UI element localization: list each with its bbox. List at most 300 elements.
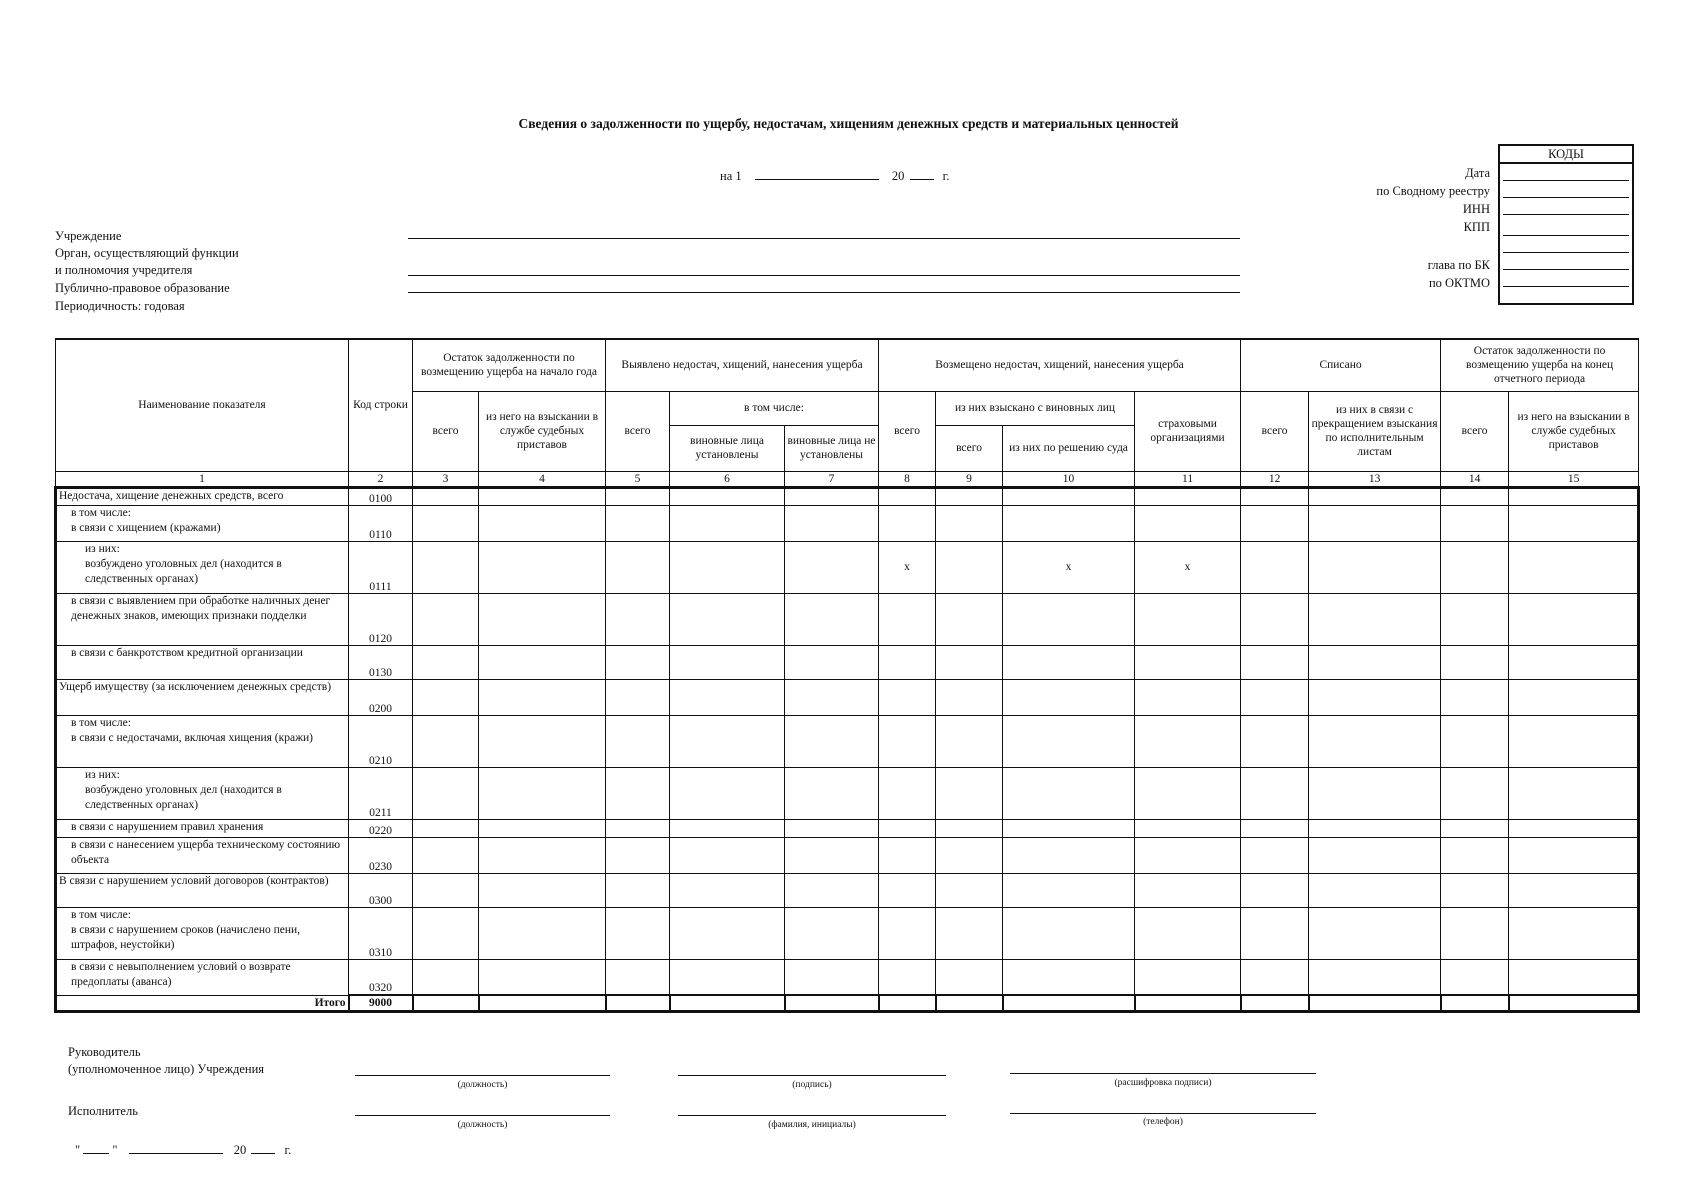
column-number: 8 (879, 471, 936, 487)
total-cell-col-9[interactable] (936, 995, 1003, 1011)
value-cell-col-6[interactable] (670, 487, 785, 505)
row-code: 0210 (349, 715, 413, 767)
value-cell-col-6[interactable] (670, 873, 785, 907)
total-cell-col-6[interactable] (670, 995, 785, 1011)
date-year-field[interactable] (910, 167, 934, 180)
row-code: 0220 (349, 819, 413, 837)
column-number: 7 (785, 471, 879, 487)
value-cell-col-15[interactable] (1509, 541, 1639, 593)
value-cell-col-11[interactable] (1135, 487, 1241, 505)
column-number: 13 (1309, 471, 1441, 487)
value-cell-col-9[interactable] (936, 593, 1003, 645)
public-entity-label: Публично-правовое образование (55, 281, 230, 295)
value-cell-col-3[interactable] (413, 645, 479, 679)
row-name: в том числе: в связи с недостачами, включая хищения (кражи) (56, 715, 349, 767)
col-7-header: виновные лица не установлены (785, 425, 879, 471)
row-name: в связи с невыполнением условий о возврате предоплаты (аванса) (56, 959, 349, 995)
total-cell-col-15[interactable] (1509, 995, 1639, 1011)
value-cell-col-4[interactable] (479, 959, 606, 995)
value-cell-col-8[interactable] (879, 819, 936, 837)
value-cell-col-12[interactable] (1241, 505, 1309, 541)
row-name: Недостача, хищение денежных средств, всего (56, 487, 349, 505)
col-name-header: Наименование показателя (56, 339, 349, 471)
value-cell-col-8[interactable] (879, 645, 936, 679)
value-cell-col-15[interactable] (1509, 593, 1639, 645)
value-cell-col-12[interactable] (1241, 645, 1309, 679)
value-cell-col-10[interactable] (1003, 873, 1135, 907)
value-cell-col-15[interactable] (1509, 679, 1639, 715)
code-extra-cell[interactable] (1503, 287, 1629, 303)
col-balance-start-header: Остаток задолженности по возмещению ущерба на начало года (413, 339, 606, 391)
col-14-header: всего (1441, 391, 1509, 471)
col-including-header: в том числе: (670, 391, 879, 425)
value-cell-col-9[interactable] (936, 837, 1003, 873)
value-cell-col-7[interactable] (785, 959, 879, 995)
row-code: 0310 (349, 907, 413, 959)
value-cell-col-11[interactable] (1135, 593, 1241, 645)
value-cell-col-12[interactable] (1241, 837, 1309, 873)
total-cell-col-13[interactable] (1309, 995, 1441, 1011)
value-cell-col-3[interactable] (413, 505, 479, 541)
value-cell-col-6[interactable] (670, 505, 785, 541)
total-cell-col-14[interactable] (1441, 995, 1509, 1011)
organ-field[interactable] (408, 275, 1240, 276)
value-cell-col-12[interactable] (1241, 679, 1309, 715)
value-cell-col-14[interactable] (1441, 873, 1509, 907)
cap-position: (должность) (457, 1080, 508, 1090)
value-cell-col-5[interactable] (606, 767, 670, 819)
value-cell-col-9[interactable] (936, 959, 1003, 995)
value-cell-col-6[interactable] (670, 837, 785, 873)
value-cell-col-3[interactable] (413, 487, 479, 505)
table-row (56, 907, 1639, 959)
codes-label-inn: ИНН (1462, 202, 1490, 216)
table-row (56, 959, 1639, 995)
executor-position-field[interactable] (355, 1115, 610, 1116)
value-cell-col-12[interactable] (1241, 873, 1309, 907)
value-cell-col-14[interactable] (1441, 767, 1509, 819)
code-inn-cell[interactable] (1503, 198, 1629, 215)
col-11-header: страховыми организациями (1135, 391, 1241, 471)
col-3-header: всего (413, 391, 479, 471)
column-number: 1 (56, 471, 349, 487)
value-cell-col-7[interactable] (785, 645, 879, 679)
value-cell-col-11[interactable] (1135, 767, 1241, 819)
value-cell-col-14[interactable] (1441, 645, 1509, 679)
value-cell-col-4[interactable] (479, 645, 606, 679)
head-label-2: (уполномоченное лицо) Учреждения (68, 1062, 265, 1076)
value-cell-col-10[interactable] (1003, 505, 1135, 541)
column-number: 9 (936, 471, 1003, 487)
value-cell-col-9[interactable] (936, 873, 1003, 907)
value-cell-col-8[interactable] (879, 487, 936, 505)
col-9-header: всего (936, 425, 1003, 471)
code-oktmo-cell[interactable] (1503, 270, 1629, 287)
executor-name-field[interactable] (678, 1115, 946, 1116)
value-cell-col-4[interactable] (479, 679, 606, 715)
row-name: в том числе: в связи с хищением (кражами) (56, 505, 349, 541)
codes-label-kpp: КПП (1463, 220, 1490, 234)
value-cell-col-10: х (1003, 541, 1135, 593)
value-cell-col-14[interactable] (1441, 487, 1509, 505)
value-cell-col-12[interactable] (1241, 487, 1309, 505)
value-cell-col-12[interactable] (1241, 907, 1309, 959)
value-cell-col-7[interactable] (785, 593, 879, 645)
page-title: Сведения о задолженности по ущербу, недостачам, хищениям денежных средств и материальных ценностей (518, 116, 1179, 131)
value-cell-col-10[interactable] (1003, 645, 1135, 679)
code-date-cell[interactable] (1503, 164, 1629, 181)
col-8-header: всего (879, 391, 936, 471)
value-cell-col-13[interactable] (1309, 487, 1441, 505)
value-cell-col-7[interactable] (785, 767, 879, 819)
value-cell-col-6[interactable] (670, 767, 785, 819)
value-cell-col-8[interactable] (879, 715, 936, 767)
value-cell-col-6[interactable] (670, 907, 785, 959)
value-cell-col-7[interactable] (785, 873, 879, 907)
value-cell-col-11[interactable] (1135, 959, 1241, 995)
value-cell-col-9[interactable] (936, 487, 1003, 505)
value-cell-col-11[interactable] (1135, 873, 1241, 907)
value-cell-col-6[interactable] (670, 593, 785, 645)
col-from-culprits-header: из них взыскано с виновных лиц (936, 391, 1135, 425)
table-row (56, 593, 1639, 645)
sign-month-field[interactable] (129, 1141, 223, 1154)
value-cell-col-8[interactable] (879, 873, 936, 907)
row-name: в связи с банкротством кредитной организации (56, 645, 349, 679)
value-cell-col-12[interactable] (1241, 541, 1309, 593)
periodicity-label: Периодичность: годовая (55, 299, 185, 313)
value-cell-col-3[interactable] (413, 837, 479, 873)
row-name: из них: возбуждено уголовных дел (находится в следственных органах) (56, 767, 349, 819)
value-cell-col-13[interactable] (1309, 873, 1441, 907)
value-cell-col-4[interactable] (479, 487, 606, 505)
value-cell-col-10[interactable] (1003, 593, 1135, 645)
value-cell-col-9[interactable] (936, 679, 1003, 715)
row-code: 0100 (349, 487, 413, 505)
value-cell-col-12[interactable] (1241, 959, 1309, 995)
value-cell-col-13[interactable] (1309, 505, 1441, 541)
column-number: 11 (1135, 471, 1241, 487)
value-cell-col-3[interactable] (413, 593, 479, 645)
column-number: 3 (413, 471, 479, 487)
codes-header: КОДЫ (1500, 146, 1632, 164)
value-cell-col-13[interactable] (1309, 837, 1441, 873)
value-cell-col-3[interactable] (413, 959, 479, 995)
total-cell-col-4[interactable] (479, 995, 606, 1011)
value-cell-col-8[interactable] (879, 767, 936, 819)
column-number: 6 (670, 471, 785, 487)
value-cell-col-4[interactable] (479, 767, 606, 819)
value-cell-col-6[interactable] (670, 819, 785, 837)
value-cell-col-5[interactable] (606, 505, 670, 541)
value-cell-col-6[interactable] (670, 715, 785, 767)
col-written-off-header: Списано (1241, 339, 1441, 391)
value-cell-col-10[interactable] (1003, 767, 1135, 819)
value-cell-col-9[interactable] (936, 505, 1003, 541)
value-cell-col-6[interactable] (670, 679, 785, 715)
value-cell-col-15[interactable] (1509, 645, 1639, 679)
value-cell-col-8[interactable] (879, 907, 936, 959)
value-cell-col-5[interactable] (606, 541, 670, 593)
value-cell-col-10[interactable] (1003, 487, 1135, 505)
cap-position-2: (должность) (457, 1120, 508, 1130)
value-cell-col-15[interactable] (1509, 837, 1639, 873)
value-cell-col-4[interactable] (479, 819, 606, 837)
row-name: в связи с выявлением при обработке наличных денег денежных знаков, имеющих признаки подделки (56, 593, 349, 645)
value-cell-col-15[interactable] (1509, 819, 1639, 837)
total-cell-col-10[interactable] (1003, 995, 1135, 1011)
institution-field[interactable] (408, 238, 1240, 239)
value-cell-col-6[interactable] (670, 959, 785, 995)
value-cell-col-14[interactable] (1441, 541, 1509, 593)
value-cell-col-8: х (879, 541, 936, 593)
value-cell-col-14[interactable] (1441, 715, 1509, 767)
value-cell-col-6[interactable] (670, 541, 785, 593)
value-cell-col-15[interactable] (1509, 907, 1639, 959)
organ-label-2: и полномочия учредителя (55, 263, 193, 277)
value-cell-col-10[interactable] (1003, 819, 1135, 837)
value-cell-col-6[interactable] (670, 645, 785, 679)
value-cell-col-5[interactable] (606, 819, 670, 837)
head-signature-field[interactable] (678, 1075, 946, 1076)
value-cell-col-3[interactable] (413, 767, 479, 819)
table-row (56, 505, 1639, 541)
value-cell-col-11[interactable] (1135, 645, 1241, 679)
value-cell-col-3[interactable] (413, 541, 479, 593)
total-cell-col-8[interactable] (879, 995, 936, 1011)
value-cell-col-10[interactable] (1003, 679, 1135, 715)
value-cell-col-10[interactable] (1003, 715, 1135, 767)
table-row (56, 679, 1639, 715)
value-cell-col-12[interactable] (1241, 715, 1309, 767)
row-code: 0111 (349, 541, 413, 593)
value-cell-col-5[interactable] (606, 487, 670, 505)
value-cell-col-7[interactable] (785, 487, 879, 505)
value-cell-col-9[interactable] (936, 715, 1003, 767)
value-cell-col-7[interactable] (785, 907, 879, 959)
column-number: 5 (606, 471, 670, 487)
value-cell-col-4[interactable] (479, 837, 606, 873)
row-name: Ущерб имуществу (за исключением денежных средств) (56, 679, 349, 715)
value-cell-col-9[interactable] (936, 541, 1003, 593)
value-cell-col-7[interactable] (785, 715, 879, 767)
value-cell-col-8[interactable] (879, 959, 936, 995)
value-cell-col-11: х (1135, 541, 1241, 593)
value-cell-col-4[interactable] (479, 541, 606, 593)
total-label: Итого (56, 995, 349, 1011)
col-13-header: из них в связи с прекращением взыскания по исполнительным листам (1309, 391, 1441, 471)
value-cell-col-15[interactable] (1509, 715, 1639, 767)
value-cell-col-5[interactable] (606, 959, 670, 995)
value-cell-col-4[interactable] (479, 907, 606, 959)
value-cell-col-5[interactable] (606, 873, 670, 907)
col-revealed-header: Выявлено недостач, хищений, нанесения ущерба (606, 339, 879, 391)
row-code: 0211 (349, 767, 413, 819)
value-cell-col-5[interactable] (606, 715, 670, 767)
total-cell-col-7[interactable] (785, 995, 879, 1011)
value-cell-col-13[interactable] (1309, 767, 1441, 819)
table-row (56, 487, 1639, 505)
public-entity-field[interactable] (408, 292, 1240, 293)
quote-close: " (112, 1143, 118, 1157)
value-cell-col-4[interactable] (479, 593, 606, 645)
column-number: 12 (1241, 471, 1309, 487)
value-cell-col-14[interactable] (1441, 505, 1509, 541)
debt-table (54, 338, 1640, 1013)
value-cell-col-8[interactable] (879, 837, 936, 873)
codes-label-date: Дата (1465, 166, 1490, 180)
total-row (56, 995, 1639, 1011)
value-cell-col-15[interactable] (1509, 487, 1639, 505)
row-name: в связи с нанесением ущерба техническому состоянию объекта (56, 837, 349, 873)
col-code-header: Код строки (349, 339, 413, 471)
cap-phone: (телефон) (1143, 1117, 1183, 1127)
value-cell-col-13[interactable] (1309, 715, 1441, 767)
table-row (56, 819, 1639, 837)
row-code: 0230 (349, 837, 413, 873)
value-cell-col-13[interactable] (1309, 541, 1441, 593)
code-bk-cell[interactable] (1503, 253, 1629, 270)
value-cell-col-12[interactable] (1241, 767, 1309, 819)
sign-date-suffix: г. (284, 1143, 292, 1157)
value-cell-col-9[interactable] (936, 645, 1003, 679)
value-cell-col-8[interactable] (879, 505, 936, 541)
value-cell-col-5[interactable] (606, 907, 670, 959)
value-cell-col-14[interactable] (1441, 679, 1509, 715)
table-row (56, 873, 1639, 907)
sign-year-field[interactable] (251, 1141, 275, 1154)
value-cell-col-9[interactable] (936, 907, 1003, 959)
sign-year-prefix: 20 (233, 1143, 247, 1157)
value-cell-col-15[interactable] (1509, 767, 1639, 819)
col-balance-end-header: Остаток задолженности по возмещению ущерба на конец отчетного периода (1441, 339, 1639, 391)
value-cell-col-9[interactable] (936, 767, 1003, 819)
code-registry-cell[interactable] (1503, 181, 1629, 198)
value-cell-col-13[interactable] (1309, 645, 1441, 679)
value-cell-col-5[interactable] (606, 837, 670, 873)
value-cell-col-3[interactable] (413, 679, 479, 715)
total-cell-col-12[interactable] (1241, 995, 1309, 1011)
code-empty-cell[interactable] (1503, 236, 1629, 253)
value-cell-col-11[interactable] (1135, 505, 1241, 541)
sign-day-field[interactable] (83, 1141, 109, 1154)
row-code: 0130 (349, 645, 413, 679)
col-6-header: виновные лица установлены (670, 425, 785, 471)
sign-date-line (75, 1141, 291, 1158)
value-cell-col-7[interactable] (785, 819, 879, 837)
value-cell-col-14[interactable] (1441, 959, 1509, 995)
codes-labels (1300, 144, 1490, 314)
date-day-month-field[interactable] (755, 167, 879, 180)
table-row (56, 715, 1639, 767)
value-cell-col-11[interactable] (1135, 907, 1241, 959)
total-code: 9000 (349, 995, 413, 1011)
head-decoding-field[interactable] (1010, 1073, 1316, 1074)
value-cell-col-7[interactable] (785, 837, 879, 873)
value-cell-col-3[interactable] (413, 907, 479, 959)
row-name: в связи с нарушением правил хранения (56, 819, 349, 837)
total-cell-col-11[interactable] (1135, 995, 1241, 1011)
organ-label-1: Орган, осуществляющий функции (55, 246, 239, 260)
value-cell-col-14[interactable] (1441, 837, 1509, 873)
value-cell-col-10[interactable] (1003, 907, 1135, 959)
value-cell-col-13[interactable] (1309, 819, 1441, 837)
code-kpp-cell[interactable] (1503, 215, 1629, 236)
codes-label-registry: по Сводному реестру (1376, 184, 1490, 198)
value-cell-col-15[interactable] (1509, 505, 1639, 541)
value-cell-col-4[interactable] (479, 873, 606, 907)
value-cell-col-5[interactable] (606, 679, 670, 715)
value-cell-col-14[interactable] (1441, 907, 1509, 959)
table-row (56, 541, 1639, 593)
total-cell-col-5[interactable] (606, 995, 670, 1011)
executor-phone-field[interactable] (1010, 1113, 1316, 1114)
value-cell-col-3[interactable] (413, 873, 479, 907)
value-cell-col-15[interactable] (1509, 873, 1639, 907)
value-cell-col-7[interactable] (785, 541, 879, 593)
value-cell-col-13[interactable] (1309, 907, 1441, 959)
value-cell-col-11[interactable] (1135, 679, 1241, 715)
table-row (56, 767, 1639, 819)
value-cell-col-11[interactable] (1135, 715, 1241, 767)
quote-open: " (75, 1143, 81, 1157)
value-cell-col-8[interactable] (879, 679, 936, 715)
institution-label: Учреждение (55, 229, 122, 243)
total-cell-col-3[interactable] (413, 995, 479, 1011)
value-cell-col-9[interactable] (936, 819, 1003, 837)
value-cell-col-11[interactable] (1135, 837, 1241, 873)
col-15-header: из него на взыскании в службе судебных приставов (1509, 391, 1639, 471)
head-position-field[interactable] (355, 1075, 610, 1076)
row-code: 0120 (349, 593, 413, 645)
col-reimbursed-header: Возмещено недостач, хищений, нанесения ущерба (879, 339, 1241, 391)
value-cell-col-5[interactable] (606, 645, 670, 679)
row-name: в том числе: в связи с нарушением сроков (начислено пени, штрафов, неустойки) (56, 907, 349, 959)
value-cell-col-12[interactable] (1241, 593, 1309, 645)
value-cell-col-14[interactable] (1441, 819, 1509, 837)
value-cell-col-5[interactable] (606, 593, 670, 645)
value-cell-col-10[interactable] (1003, 959, 1135, 995)
column-number: 15 (1509, 471, 1639, 487)
date-year-prefix: 20 (891, 169, 905, 183)
table-row (56, 645, 1639, 679)
row-name: из них: возбуждено уголовных дел (находится в следственных органах) (56, 541, 349, 593)
value-cell-col-3[interactable] (413, 715, 479, 767)
value-cell-col-13[interactable] (1309, 679, 1441, 715)
row-code: 0300 (349, 873, 413, 907)
column-numbers-row (56, 471, 1639, 487)
row-name: В связи с нарушением условий договоров (контрактов) (56, 873, 349, 907)
value-cell-col-7[interactable] (785, 679, 879, 715)
value-cell-col-4[interactable] (479, 715, 606, 767)
table-row (56, 837, 1639, 873)
value-cell-col-13[interactable] (1309, 593, 1441, 645)
executor-label: Исполнитель (68, 1104, 138, 1118)
value-cell-col-13[interactable] (1309, 959, 1441, 995)
row-code: 0110 (349, 505, 413, 541)
value-cell-col-12[interactable] (1241, 819, 1309, 837)
value-cell-col-8[interactable] (879, 593, 936, 645)
col-10-header: из них по решению суда (1003, 425, 1135, 471)
value-cell-col-10[interactable] (1003, 837, 1135, 873)
value-cell-col-14[interactable] (1441, 593, 1509, 645)
value-cell-col-4[interactable] (479, 505, 606, 541)
codes-label-bk: глава по БК (1427, 258, 1490, 272)
value-cell-col-3[interactable] (413, 819, 479, 837)
value-cell-col-11[interactable] (1135, 819, 1241, 837)
value-cell-col-7[interactable] (785, 505, 879, 541)
value-cell-col-15[interactable] (1509, 959, 1639, 995)
